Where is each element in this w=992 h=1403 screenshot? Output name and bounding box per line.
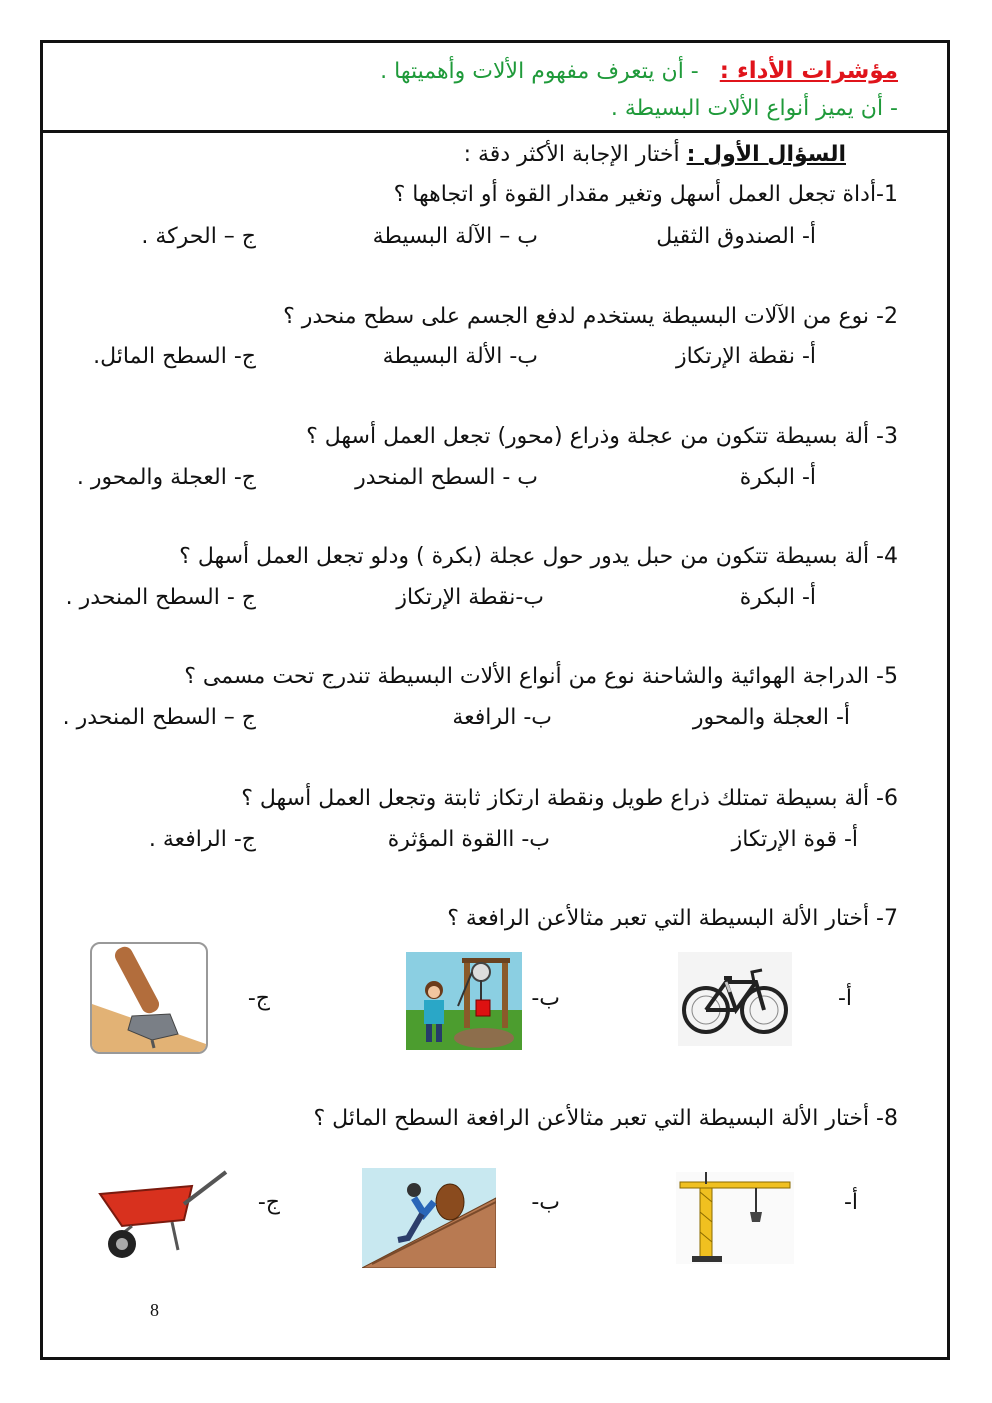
question-5: 5- الدراجة الهوائية والشاحنة نوع من أنواع الألات البسيطة تندرج تحت مسمى ؟ bbox=[184, 664, 898, 689]
indicators-label: مؤشرات الأداء : bbox=[719, 58, 898, 84]
q6-option-b[interactable]: ب- االقوة المؤثرة bbox=[387, 827, 550, 852]
q7-option-a[interactable]: أ- bbox=[837, 986, 852, 1011]
hammer-nail-image[interactable] bbox=[90, 942, 208, 1054]
question-4: 4- ألة بسيطة تتكون من حبل يدور حول عجلة (بكرة ) ودلو تجعل العمل أسهل ؟ bbox=[179, 544, 898, 569]
q3-option-c[interactable]: ج- العجلة والمحور . bbox=[76, 465, 256, 490]
q7-option-c[interactable]: ج- bbox=[247, 986, 270, 1011]
q6-option-c[interactable]: ج- الرافعة . bbox=[148, 827, 256, 852]
wheelbarrow-image[interactable] bbox=[92, 1164, 230, 1264]
q8-option-a[interactable]: أ- bbox=[843, 1190, 858, 1215]
section-title: السؤال الأول : bbox=[686, 142, 846, 167]
q1-option-c[interactable]: ج – الحركة . bbox=[141, 224, 256, 249]
q5-option-b[interactable]: ب- الرافعة bbox=[452, 705, 552, 730]
bicycle-image[interactable] bbox=[678, 952, 792, 1046]
q4-option-b[interactable]: ب-نقطة الإرتكاز bbox=[396, 585, 544, 610]
q6-option-a[interactable]: أ- قوة الإرتكاز bbox=[731, 827, 858, 852]
question-8: 8- أختار الألة البسيطة التي تعبر مثالأعن الرافعة السطح المائل ؟ bbox=[313, 1106, 898, 1131]
q8-option-b[interactable]: ب- bbox=[531, 1190, 560, 1215]
crane-image[interactable] bbox=[676, 1172, 794, 1264]
section-instruction: أختار الإجابة الأكثر دقة : bbox=[463, 142, 680, 167]
section-heading bbox=[464, 140, 846, 170]
q2-option-c[interactable]: ج- السطح المائل. bbox=[93, 344, 256, 369]
ramp-push-image[interactable] bbox=[362, 1168, 496, 1268]
q3-option-b[interactable]: ب - السطح المنحدر bbox=[355, 465, 538, 490]
q5-option-a[interactable]: أ- العجلة والمحور bbox=[692, 705, 850, 730]
header-divider bbox=[40, 130, 950, 133]
question-6: 6- ألة بسيطة تمتلك ذراع طويل ونقطة ارتكاز ثابتة وتجعل العمل أسهل ؟ bbox=[241, 786, 898, 811]
indicator-1: - أن يتعرف مفهوم الألات وأهميتها . bbox=[380, 59, 699, 84]
q4-option-c[interactable]: ج - السطح المنحدر . bbox=[65, 585, 256, 610]
question-3: 3- ألة بسيطة تتكون من عجلة وذراع (محور) تجعل العمل أسهل ؟ bbox=[306, 424, 898, 449]
q5-option-c[interactable]: ج – السطح المنحدر . bbox=[62, 705, 256, 730]
question-1: 1-أداة تجعل العمل أسهل وتغير مقدار القوة أو اتجاهها ؟ bbox=[393, 182, 898, 207]
q8-option-c[interactable]: ج- bbox=[257, 1190, 280, 1215]
q1-option-b[interactable]: ب – الآلة البسيطة bbox=[372, 224, 538, 249]
q2-option-a[interactable]: أ- نقطة الإرتكاز bbox=[675, 344, 816, 369]
indicator-2: - أن يميز أنواع الألات البسيطة . bbox=[610, 96, 898, 121]
q1-option-a[interactable]: أ- الصندوق الثقيل bbox=[656, 224, 816, 249]
question-2: 2- نوع من الآلات البسيطة يستخدم لدفع الجسم على سطح منحدر ؟ bbox=[283, 304, 898, 329]
question-7: 7- أختار الألة البسيطة التي تعبر مثالأعن الرافعة ؟ bbox=[447, 906, 898, 931]
page-number: 8 bbox=[150, 1300, 159, 1320]
q4-option-a[interactable]: أ- البكرة bbox=[739, 585, 816, 610]
q7-option-b[interactable]: ب- bbox=[531, 986, 560, 1011]
well-pulley-image[interactable] bbox=[406, 952, 522, 1050]
performance-indicators bbox=[380, 56, 898, 87]
q3-option-a[interactable]: أ- البكرة bbox=[739, 465, 816, 490]
q2-option-b[interactable]: ب- الألة البسيطة bbox=[382, 344, 538, 369]
